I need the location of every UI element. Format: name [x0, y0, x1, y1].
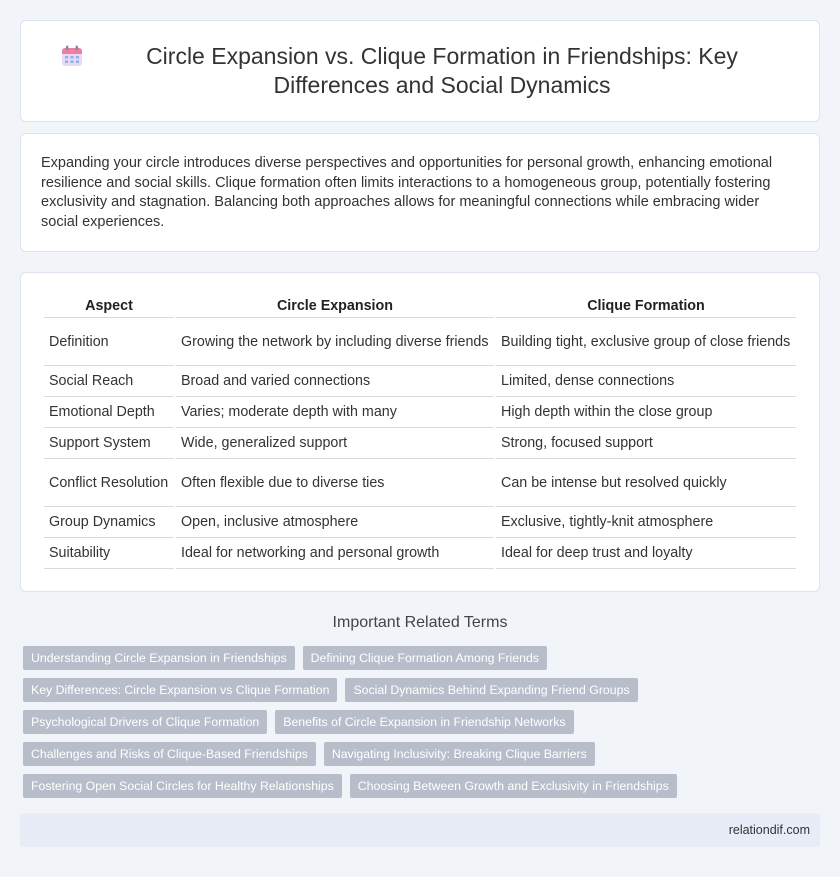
cell-aspect: Group Dynamics: [44, 507, 174, 538]
table-row: [44, 507, 796, 538]
title-card: [20, 20, 820, 122]
comparison-table: [42, 295, 798, 569]
cell-aspect: Conflict Resolution: [44, 459, 174, 507]
cell-circle-expansion: Wide, generalized support: [176, 428, 494, 459]
cell-clique-formation: Building tight, exclusive group of close friends: [496, 318, 796, 366]
table-row: [44, 428, 796, 459]
cell-clique-formation: Can be intense but resolved quickly: [496, 459, 796, 507]
cell-circle-expansion: Varies; moderate depth with many: [176, 397, 494, 428]
intro-card: [20, 133, 820, 252]
table-row: [44, 366, 796, 397]
related-term-tag[interactable]: Psychological Drivers of Clique Formation: [23, 710, 267, 734]
intro-paragraph: Expanding your circle introduces diverse perspectives and opportunities for personal growth, enhancing emotional resilience and social skills. Clique formation often limits interactions to a homogeneous group, potentially fostering exclusivity and stagnation. Balancing both approaches allows for meaningful connections while embracing wider social experiences.: [41, 155, 773, 230]
related-term-tag[interactable]: Social Dynamics Behind Expanding Friend Groups: [345, 678, 637, 702]
table-row: [44, 538, 796, 569]
cell-circle-expansion: Open, inclusive atmosphere: [176, 507, 494, 538]
related-term-tag[interactable]: Challenges and Risks of Clique-Based Friendships: [23, 742, 316, 766]
table-row: [44, 397, 796, 428]
related-terms-list: [23, 646, 823, 806]
header-circle-expansion: Circle Expansion: [176, 295, 494, 318]
header-clique-formation: Clique Formation: [496, 295, 796, 318]
header-aspect: Aspect: [44, 295, 174, 318]
related-term-tag[interactable]: Understanding Circle Expansion in Friendships: [23, 646, 295, 670]
related-term-tag[interactable]: Defining Clique Formation Among Friends: [303, 646, 547, 670]
related-term-tag[interactable]: Benefits of Circle Expansion in Friendship Networks: [275, 710, 573, 734]
site-link[interactable]: relationdif.com: [728, 823, 810, 837]
page-title: Circle Expansion vs. Clique Formation in Friendships: Key Differences and Social Dynamics: [146, 43, 738, 98]
cell-clique-formation: High depth within the close group: [496, 397, 796, 428]
related-term-tag[interactable]: Navigating Inclusivity: Breaking Clique Barriers: [324, 742, 595, 766]
related-term-tag[interactable]: Fostering Open Social Circles for Healthy Relationships: [23, 774, 342, 798]
cell-circle-expansion: Ideal for networking and personal growth: [176, 538, 494, 569]
cell-circle-expansion: Broad and varied connections: [176, 366, 494, 397]
cell-aspect: Support System: [44, 428, 174, 459]
related-term-tag[interactable]: Choosing Between Growth and Exclusivity in Friendships: [350, 774, 677, 798]
comparison-table-card: [20, 272, 820, 592]
cell-aspect: Emotional Depth: [44, 397, 174, 428]
cell-clique-formation: Limited, dense connections: [496, 366, 796, 397]
table-header-row: [44, 295, 796, 318]
cell-aspect: Suitability: [44, 538, 174, 569]
cell-circle-expansion: Often flexible due to diverse ties: [176, 459, 494, 507]
cell-clique-formation: Exclusive, tightly-knit atmosphere: [496, 507, 796, 538]
cell-circle-expansion: Growing the network by including diverse friends: [176, 318, 494, 366]
cell-aspect: Definition: [44, 318, 174, 366]
related-terms-title: Important Related Terms: [332, 614, 508, 631]
cell-aspect: Social Reach: [44, 366, 174, 397]
cell-clique-formation: Strong, focused support: [496, 428, 796, 459]
calendar-icon: [61, 45, 83, 67]
table-row: [44, 318, 796, 366]
cell-clique-formation: Ideal for deep trust and loyalty: [496, 538, 796, 569]
related-term-tag[interactable]: Key Differences: Circle Expansion vs Clique Formation: [23, 678, 337, 702]
table-row: [44, 459, 796, 507]
footer: [20, 813, 820, 847]
